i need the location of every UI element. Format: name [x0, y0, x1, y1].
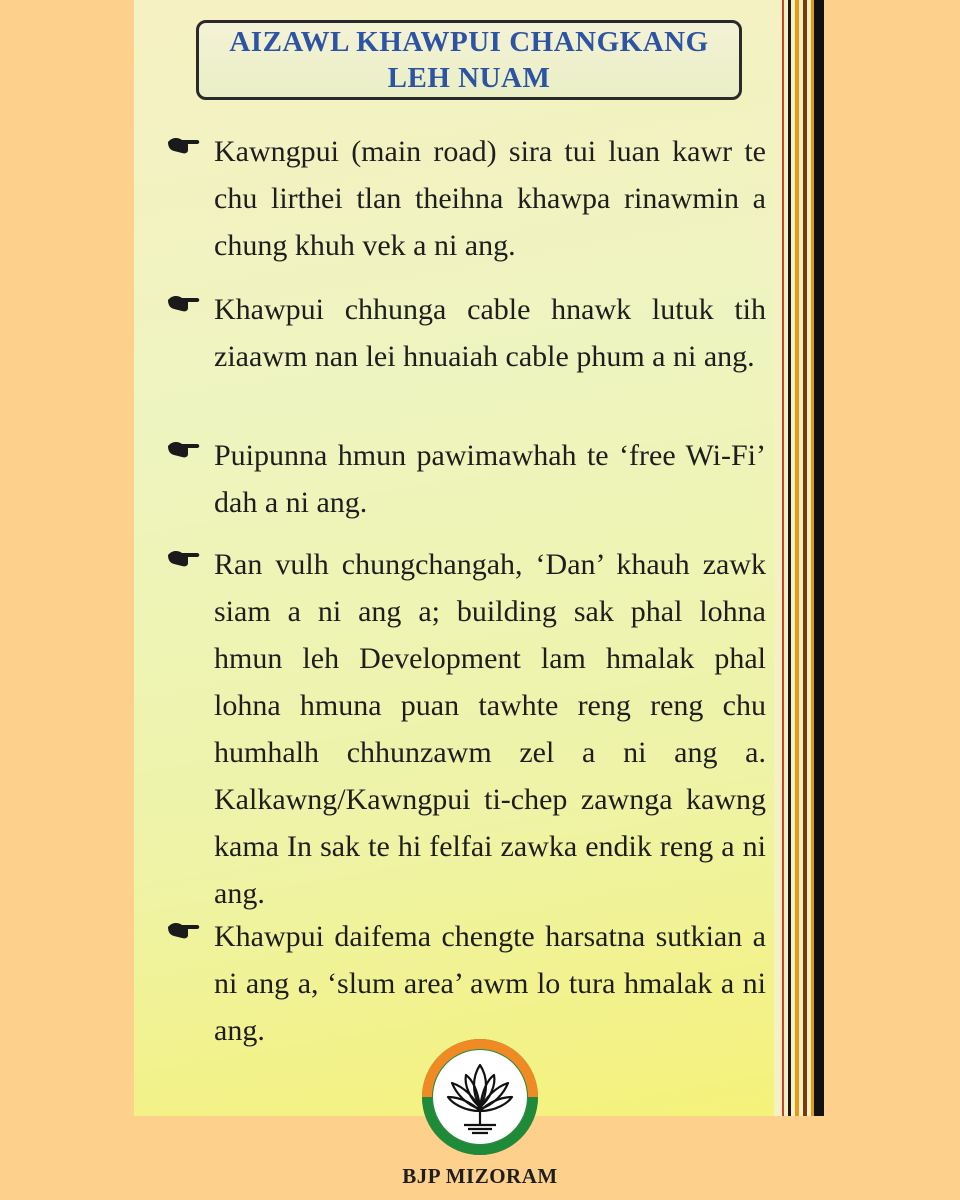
bullet-text: Khawpui chhunga cable hnawk lutuk tih ziaawm nan lei hnuaiah cable phum a ni ang.	[214, 293, 766, 373]
title-line-1: AIZAWL KHAWPUI CHANGKANG	[229, 26, 709, 58]
bullet-text: Kawngpui (main road) sira tui luan kawr te chu lirthei tlan theihna khawpa rinawmin a chung khuh vek a ni ang.	[214, 135, 766, 262]
footer-brand: BJP MIZORAM	[402, 1164, 558, 1188]
title-line-2: LEH NUAM	[387, 62, 551, 94]
pointing-hand-icon	[166, 436, 200, 460]
bullet-text: Puipunna hmun pawimawhah te ‘free Wi-Fi’ dah a ni ang.	[214, 439, 766, 519]
pointing-hand-icon	[166, 545, 200, 569]
decorative-stripes	[774, 0, 824, 1116]
pointing-hand-icon	[166, 290, 200, 314]
bullet-text: Khawpui daifema chengte harsatna sutkian a ni ang a, ‘slum area’ awm lo tura hmalak a ni ang.	[214, 920, 766, 1047]
pointing-hand-icon	[166, 917, 200, 941]
title-box	[196, 20, 742, 100]
bullet-text: Ran vulh chungchangah, ‘Dan’ khauh zawk siam a ni ang a; building sak phal lohna hmun leh Development lam hmalak phal lohna hmuna puan tawhte reng reng chu humhalh chhunzawm zel a ni ang a. Kalkawng/Kawngpui ti-chep zawnga kawng kama In sak te hi felfai zawka endik reng a ni ang.	[214, 548, 766, 910]
pointing-hand-icon	[166, 132, 200, 156]
lotus-icon	[420, 1037, 540, 1157]
